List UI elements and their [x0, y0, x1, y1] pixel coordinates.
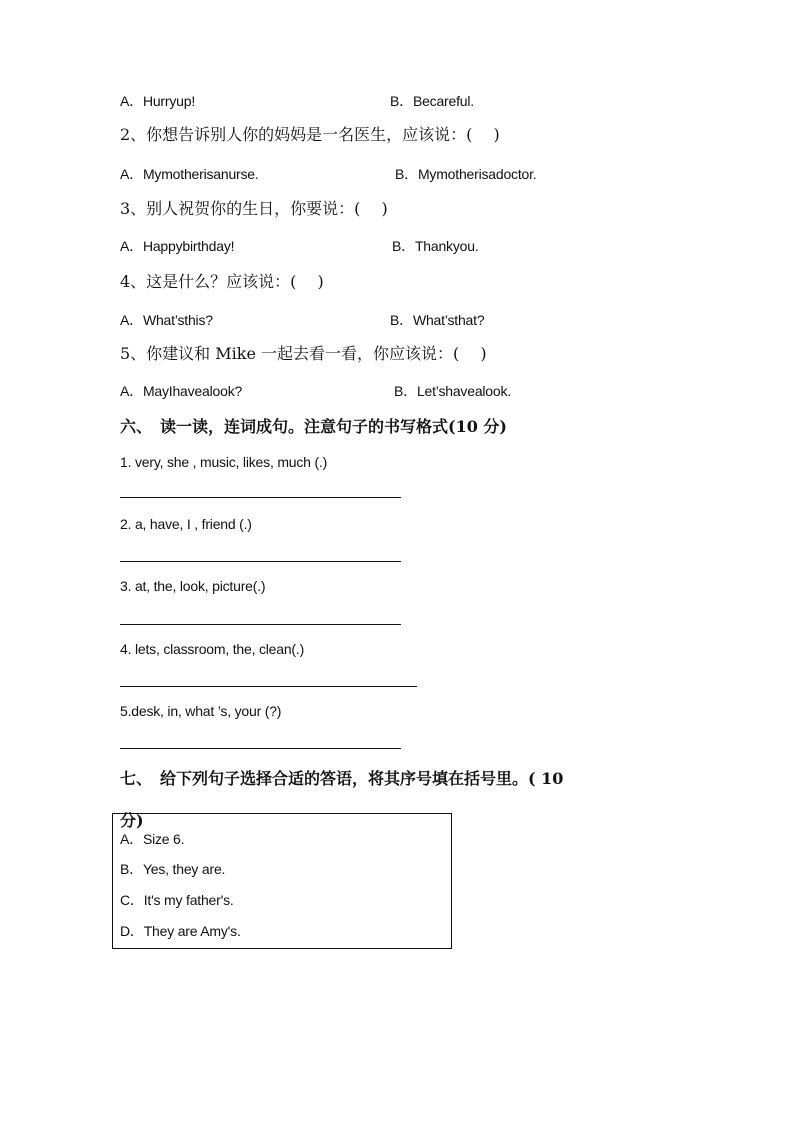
- sentence-item-3: 3. at, the, look, picture(.): [120, 578, 266, 594]
- answer-line-3[interactable]: [120, 624, 401, 625]
- answer-option-d: D．They are Amy's.: [120, 923, 241, 939]
- q3-option-a: A．Happybirthday!: [120, 238, 235, 254]
- answer-line-5[interactable]: [120, 748, 401, 749]
- answer-option-b: B．Yes, they are.: [120, 861, 226, 877]
- q2-option-b: B．Mymotherisadoctor.: [395, 166, 537, 182]
- sentence-item-5: 5.desk, in, what ’s, your (?): [120, 703, 282, 719]
- q3-option-b: B．Thankyou.: [392, 238, 479, 254]
- section-7-heading: 七、 给下列句子选择合适的答语，将其序号填在括号里。( 10: [120, 769, 564, 788]
- section-7-heading-continued: 分): [120, 811, 144, 830]
- answer-line-2[interactable]: [120, 561, 401, 562]
- sentence-item-4: 4. lets, classroom, the, clean(.): [120, 641, 305, 657]
- q2-option-a: A．Mymotherisanurse.: [120, 166, 259, 182]
- q4-question: 4、这是什么？应该说：( ): [120, 272, 324, 291]
- section-6-heading: 六、 读一读，连词成句。注意句子的书写格式(10 分): [120, 417, 507, 436]
- q5-question: 5、你建议和 Mike 一起去看一看，你应该说：( ): [120, 344, 487, 363]
- answer-option-a: A．Size 6.: [120, 831, 185, 847]
- q2-question: 2、你想告诉别人你的妈妈是一名医生，应该说：( ): [120, 125, 500, 144]
- sentence-item-2: 2. a, have, I , friend (.): [120, 516, 252, 532]
- sentence-item-1: 1. very, she , music, likes, much (.): [120, 454, 328, 470]
- q3-question: 3、别人祝贺你的生日，你要说：( ): [120, 199, 388, 218]
- q4-option-a: A．What’sthis?: [120, 312, 213, 328]
- q1-option-b: B．Becareful.: [390, 93, 474, 109]
- answer-line-1[interactable]: [120, 497, 401, 498]
- q4-option-b: B．What’sthat?: [390, 312, 485, 328]
- q5-option-a: A．MayIhavealook?: [120, 383, 243, 399]
- answer-option-c: C．It's my father's.: [120, 892, 234, 908]
- answer-line-4[interactable]: [120, 686, 417, 687]
- q1-option-a: A．Hurryup!: [120, 93, 196, 109]
- q5-option-b: B．Let’shavealook.: [394, 383, 511, 399]
